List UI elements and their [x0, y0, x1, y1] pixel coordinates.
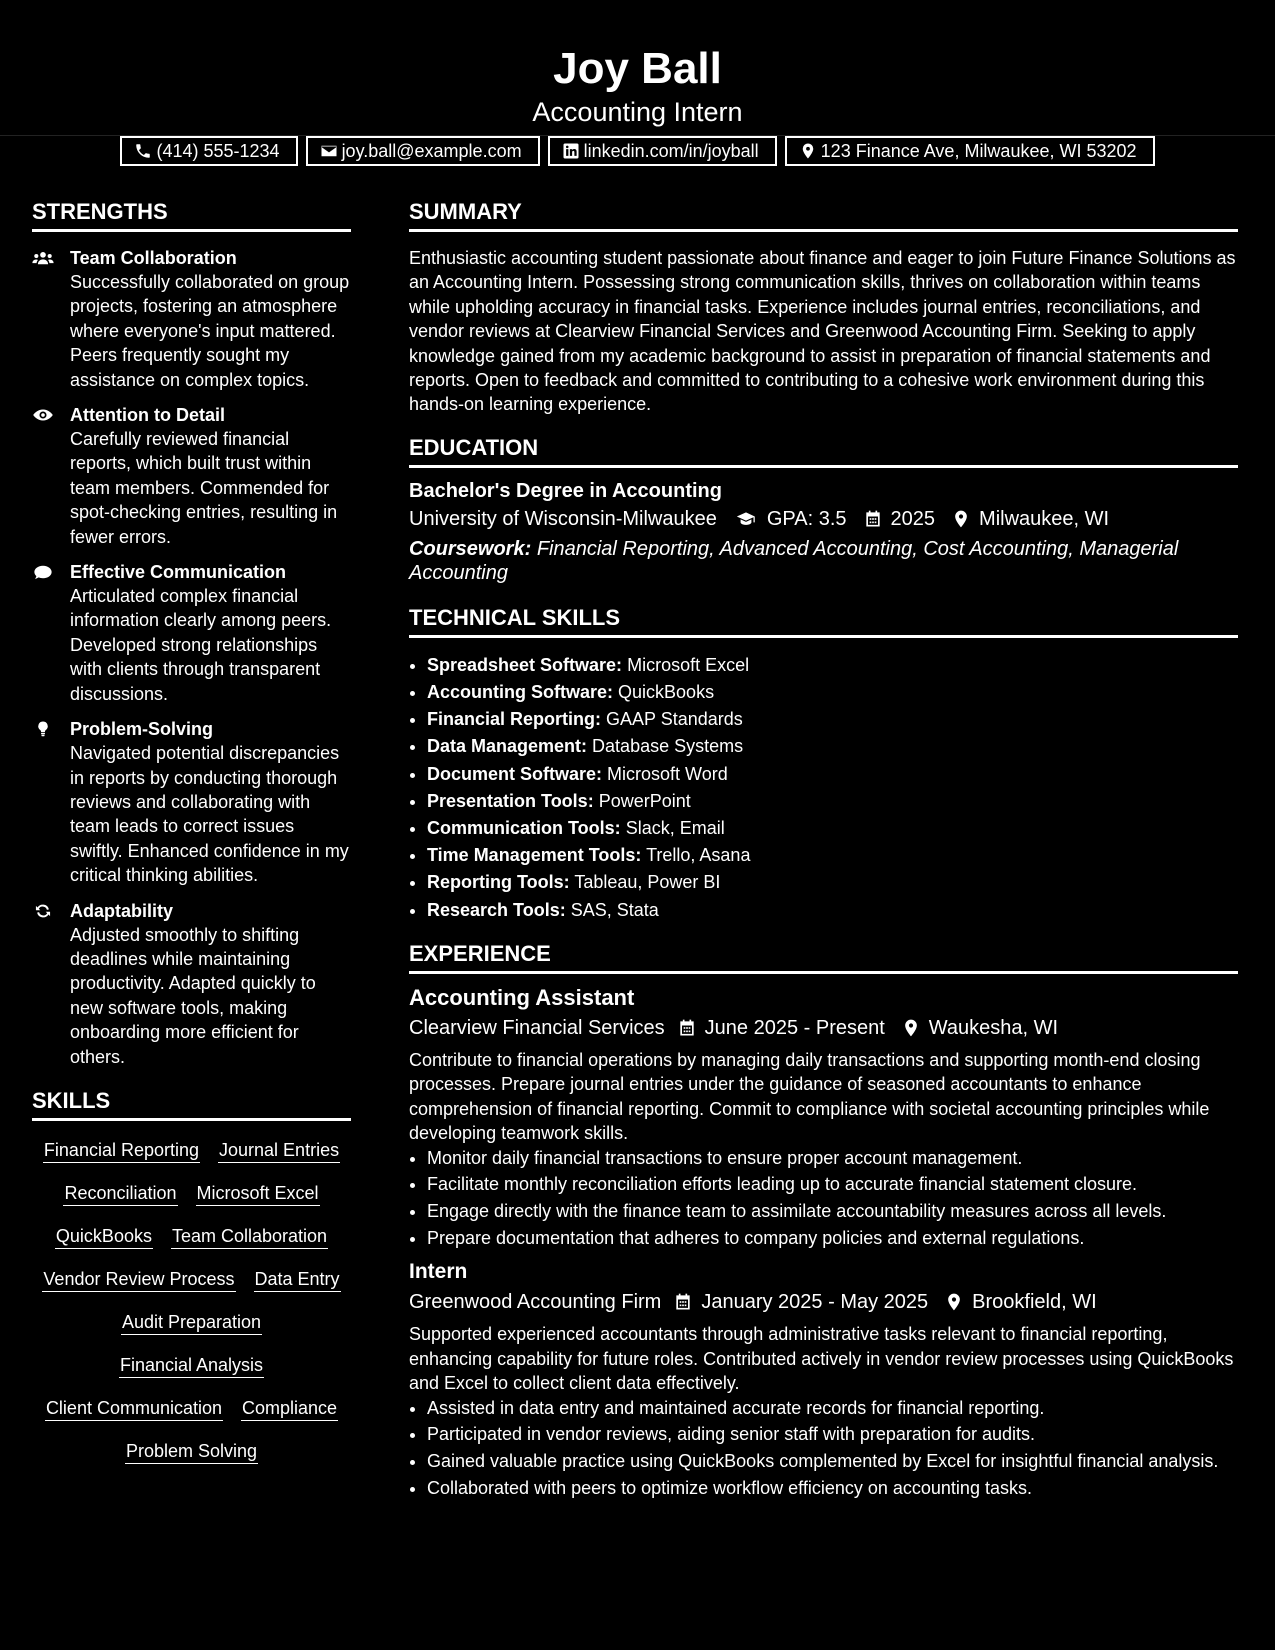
list-item	[427, 652, 1238, 679]
education-heading: EDUCATION	[409, 435, 1238, 468]
list-item	[427, 761, 1238, 788]
calendar-icon	[673, 1292, 693, 1312]
skill-chip: Microsoft Excel	[196, 1182, 320, 1206]
tech-skill-label: Presentation Tools:	[427, 790, 594, 811]
list-item: • Monitor daily financial transactions to ensure proper account management.	[427, 1146, 1238, 1170]
users-icon	[32, 249, 54, 267]
list-item	[427, 788, 1238, 815]
tech-skill-label: Data Management:	[427, 736, 588, 757]
strength-desc: Navigated potential discrepancies in reports by conducting thorough reviews and collaborating with team leads to correct issues swiftly. Enhanced confidence in my critical thinking abilities.	[70, 743, 349, 886]
job-company: Clearview Financial Services	[409, 1016, 665, 1039]
strength-desc: Successfully collaborated on group projects, fostering an atmosphere where everyone's input mattered. Peers frequently sought my assistance on complex topics.	[70, 272, 350, 390]
list-item: • Facilitate monthly reconciliation efforts leading up to accurate financial statement closure.	[427, 1172, 1238, 1196]
tech-skill-value: Microsoft Word	[607, 763, 728, 784]
list-item: • Prepare documentation that adheres to company policies and external regulations.	[427, 1226, 1238, 1250]
coursework-label: Coursework:	[409, 537, 532, 560]
summary-text: Enthusiastic accounting student passionate about finance and eager to join Future Finance Solutions as an Accounting Intern. Possessing strong communication skills, thrives on collaboration within teams while upholding accuracy in financial tasks. Experience includes journal entries, reconciliations, and vendor reviews at Clearview Financial Services and Greenwood Accounting Firm. Seeking to apply knowledge gained from my academic background to assist in preparation of financial statements and reports. Open to feedback and committed to contributing to a cohesive work environment during this hands-on learning experience.	[409, 248, 1236, 415]
map-pin-icon	[799, 142, 817, 160]
map-pin-icon	[901, 1018, 921, 1038]
list-item: • Collaborated with peers to optimize workflow efficiency on accounting tasks.	[427, 1476, 1238, 1500]
education-degree: Bachelor's Degree in Accounting	[409, 479, 722, 502]
skill-chip: Client Communication	[45, 1397, 223, 1421]
tech-skill-label: Research Tools:	[427, 899, 566, 920]
strength-title: Problem-Solving	[70, 719, 214, 740]
tech-skill-value: GAAP Standards	[606, 709, 743, 730]
left-column	[32, 199, 351, 1512]
contact-email-text: joy.ball@example.com	[341, 140, 522, 161]
eye-icon	[32, 406, 54, 424]
contact-phone-text: (414) 555-1234	[156, 140, 280, 161]
education-gpa: GPA: 3.5	[766, 507, 847, 530]
strength-title: Team Collaboration	[70, 248, 237, 268]
calendar-icon	[863, 509, 883, 529]
strength-item	[32, 899, 351, 1069]
resume-body	[0, 199, 1275, 1512]
tech-skill-label: Spreadsheet Software:	[427, 654, 623, 675]
skill-chip: Team Collaboration	[171, 1225, 328, 1249]
skill-chip: Problem Solving	[125, 1440, 258, 1464]
job-meta	[409, 1286, 1238, 1318]
tech-skill-value: Database Systems	[592, 736, 744, 757]
candidate-name: Joy Ball	[553, 44, 722, 93]
technical-skills-heading: TECHNICAL SKILLS	[409, 605, 1238, 638]
tech-skill-value: PowerPoint	[598, 790, 691, 811]
skill-chip: Financial Reporting	[43, 1139, 200, 1163]
tech-skill-label: Accounting Software:	[427, 682, 614, 703]
skill-chip: QuickBooks	[55, 1225, 153, 1249]
job-dates: June 2025 - Present	[704, 1016, 885, 1039]
tech-skill-value: Microsoft Excel	[627, 654, 750, 675]
strength-item	[32, 403, 351, 549]
strength-item	[32, 717, 351, 887]
map-pin-icon	[951, 509, 971, 529]
tech-skill-value: Slack, Email	[625, 818, 725, 839]
strength-desc: Articulated complex financial information clearly among peers. Developed strong relationships with clients through transparent discussions.	[70, 586, 332, 704]
summary-heading: SUMMARY	[409, 199, 1238, 232]
linkedin-icon	[562, 142, 580, 160]
technical-skills-list	[409, 652, 1238, 924]
tech-skill-label: Time Management Tools:	[427, 845, 642, 866]
skill-chip: Data Entry	[254, 1268, 341, 1292]
contact-phone[interactable]	[120, 136, 297, 166]
job-meta	[409, 1012, 1238, 1044]
list-item: • Engage directly with the finance team to assimilate accountability measures across all levels.	[427, 1199, 1238, 1223]
contact-linkedin-text: linkedin.com/in/joyball	[583, 140, 759, 161]
graduation-cap-icon	[733, 509, 759, 529]
contact-linkedin[interactable]	[548, 136, 777, 166]
skill-chip: Reconciliation	[63, 1182, 177, 1206]
list-item	[427, 706, 1238, 733]
skills-list	[32, 1135, 351, 1464]
phone-icon	[134, 142, 152, 160]
sync-icon	[32, 902, 54, 920]
tech-skill-label: Document Software:	[427, 763, 603, 784]
tech-skill-value: QuickBooks	[618, 682, 715, 703]
skill-chip: Vendor Review Process	[42, 1268, 235, 1292]
skill-chip: Audit Preparation	[121, 1311, 262, 1335]
skill-chip: Financial Analysis	[119, 1354, 264, 1378]
experience-entry	[409, 984, 1238, 1250]
list-item	[427, 679, 1238, 706]
list-item: • Assisted in data entry and maintained accurate records for financial reporting.	[427, 1396, 1238, 1420]
job-bullets	[409, 1146, 1238, 1251]
tech-skill-label: Reporting Tools:	[427, 872, 570, 893]
contact-address-text: 123 Finance Ave, Milwaukee, WI 53202	[820, 140, 1137, 161]
list-item	[427, 842, 1238, 869]
tech-skill-value: Tableau, Power BI	[574, 872, 721, 893]
experience-heading: EXPERIENCE	[409, 941, 1238, 974]
strength-title: Attention to Detail	[70, 405, 225, 426]
contact-bar	[0, 136, 1275, 166]
job-dates: January 2025 - May 2025	[701, 1291, 929, 1314]
job-title: Intern	[409, 1260, 468, 1284]
comment-icon	[32, 563, 54, 581]
strengths-heading: STRENGTHS	[32, 199, 351, 232]
list-item: • Participated in vendor reviews, aiding senior staff with preparation for audits.	[427, 1422, 1238, 1446]
education-location: Milwaukee, WI	[979, 507, 1110, 530]
coursework-text: Financial Reporting, Advanced Accounting, Cost Accounting, Managerial Accounting	[409, 537, 1179, 584]
contact-email[interactable]	[306, 136, 540, 166]
list-item	[427, 869, 1238, 896]
strength-desc: Carefully reviewed financial reports, which built trust within team members. Commended for spot-checking entries, resulting in fewer errors.	[70, 429, 338, 547]
contact-address[interactable]	[785, 136, 1155, 166]
candidate-title: Accounting Intern	[532, 97, 743, 127]
strength-title: Effective Communication	[70, 562, 287, 583]
education-year: 2025	[890, 507, 936, 530]
skills-heading: SKILLS	[32, 1088, 351, 1121]
strength-item	[32, 246, 351, 392]
job-company: Greenwood Accounting Firm	[409, 1291, 662, 1314]
job-title: Accounting Assistant	[409, 984, 635, 1010]
experience-entry	[409, 1258, 1238, 1500]
envelope-icon	[320, 142, 338, 160]
tech-skill-value: SAS, Stata	[570, 899, 659, 920]
tech-skill-label: Communication Tools:	[427, 818, 621, 839]
strength-item	[32, 560, 351, 706]
job-location: Brookfield, WI	[972, 1291, 1097, 1314]
list-item: • Gained valuable practice using QuickBooks complemented by Excel for insightful financial analysis.	[427, 1449, 1238, 1473]
resume-header	[0, 0, 1275, 161]
job-bullets	[409, 1396, 1238, 1501]
skill-chip: Compliance	[241, 1397, 338, 1421]
education-meta	[409, 504, 1238, 534]
strength-desc: Adjusted smoothly to shifting deadlines while maintaining productivity. Adapted quickly to new software tools, making onboarding more efficient for others.	[70, 924, 316, 1067]
map-pin-icon	[944, 1292, 964, 1312]
list-item	[427, 897, 1238, 924]
strength-title: Adaptability	[70, 900, 174, 921]
list-item	[427, 815, 1238, 842]
list-item	[427, 733, 1238, 760]
education-coursework	[409, 537, 1238, 585]
job-description: Contribute to financial operations by managing daily transactions and supporting month-end closing processes. Prepare journal entries under the guidance of seasoned accountants to enhance comprehension of financial reporting. Commit to compliance with societal accounting principles while developing teamwork skills.	[409, 1049, 1210, 1144]
job-location: Waukesha, WI	[928, 1016, 1059, 1039]
lightbulb-icon	[32, 720, 54, 738]
skill-chip: Journal Entries	[218, 1139, 340, 1163]
job-description: Supported experienced accountants through administrative tasks relevant to financial reporting, enhancing capability for future roles. Contributed actively in vendor review processes using QuickBooks and Excel to collect client data effectively.	[409, 1324, 1234, 1394]
tech-skill-label: Financial Reporting:	[427, 709, 602, 730]
tech-skill-value: Trello, Asana	[646, 845, 751, 866]
education-school: University of Wisconsin-Milwaukee	[409, 507, 717, 530]
calendar-icon	[677, 1018, 697, 1038]
right-column	[409, 199, 1238, 1512]
